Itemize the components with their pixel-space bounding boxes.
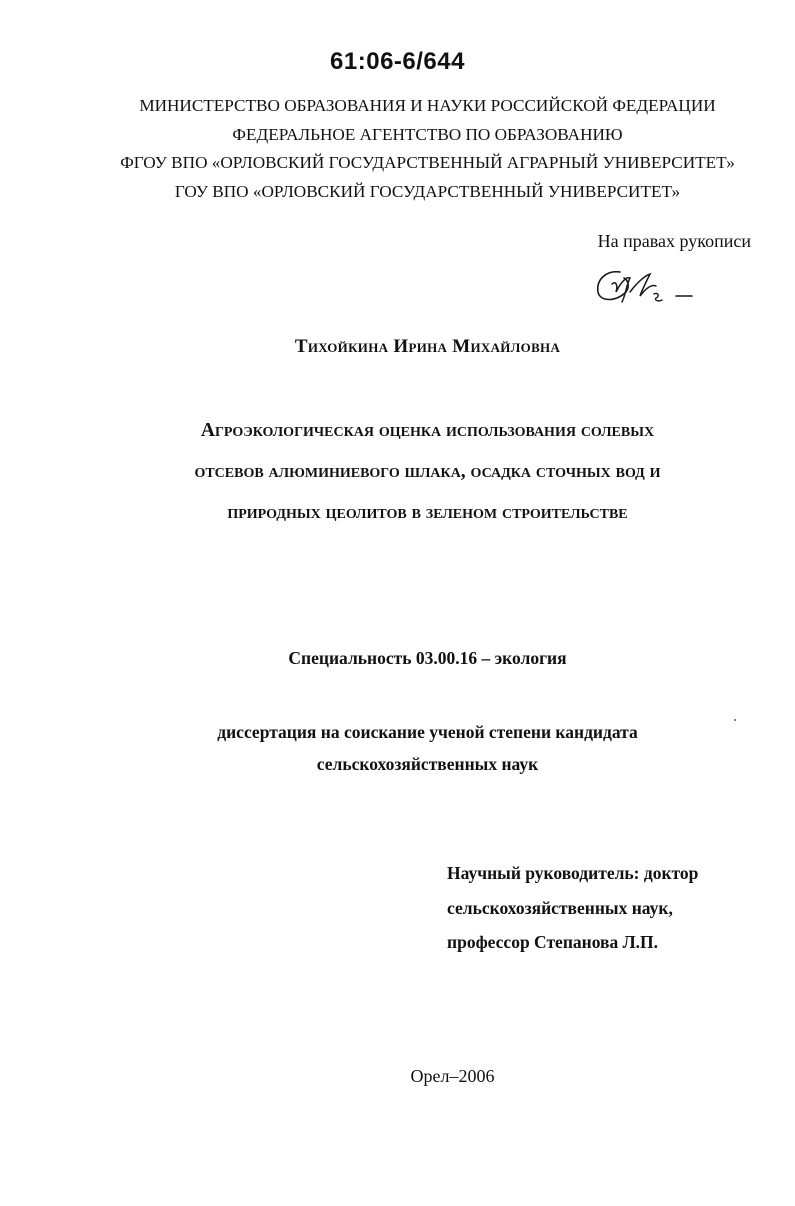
- institution-line: ФЕДЕРАЛЬНОЕ АГЕНТСТВО ПО ОБРАЗОВАНИЮ: [232, 124, 623, 144]
- institution-line: ГОУ ВПО «ОРЛОВСКИЙ ГОСУДАРСТВЕННЫЙ УНИВЕРСИТЕТ»: [174, 181, 681, 201]
- institution-line: ФГОУ ВПО «ОРЛОВСКИЙ ГОСУДАРСТВЕННЫЙ АГРАРНЫЙ УНИВЕРСИТЕТ»: [120, 153, 735, 172]
- institutions-block: [0, 92, 795, 206]
- author-name: Тихойкина Ирина Михайловна: [294, 336, 561, 357]
- manuscript-rights-note: На правах рукописи: [597, 231, 751, 251]
- supervisor-line: сельскохозяйственных наук,: [447, 897, 673, 918]
- title-line: Агроэкологическая оценка использования солевых: [200, 420, 655, 441]
- supervisor-line: профессор Степанова Л.П.: [447, 932, 659, 952]
- place-and-year: Орел–2006: [410, 1066, 495, 1086]
- institution-line: МИНИСТЕРСТВО ОБРАЗОВАНИЯ И НАУКИ РОССИЙСКОЙ ФЕДЕРАЦИИ: [139, 96, 716, 115]
- catalog-number: 61:06-6/644: [330, 48, 465, 75]
- degree-statement: [0, 716, 795, 780]
- title-line: природных цеолитов в зеленом строительстве: [227, 502, 628, 523]
- degree-line: диссертация на соискание ученой степени кандидата: [217, 722, 638, 742]
- specialty: Специальность 03.00.16 – экология: [288, 648, 567, 668]
- scientific-supervisor: [447, 856, 698, 960]
- title-line: отсевов алюминиевого шлака, осадка сточных вод и: [194, 461, 661, 482]
- supervisor-line: Научный руководитель: доктор: [447, 863, 699, 883]
- signature: [592, 262, 704, 310]
- dissertation-title: [0, 410, 795, 533]
- degree-line: сельскохозяйственных наук: [316, 754, 539, 774]
